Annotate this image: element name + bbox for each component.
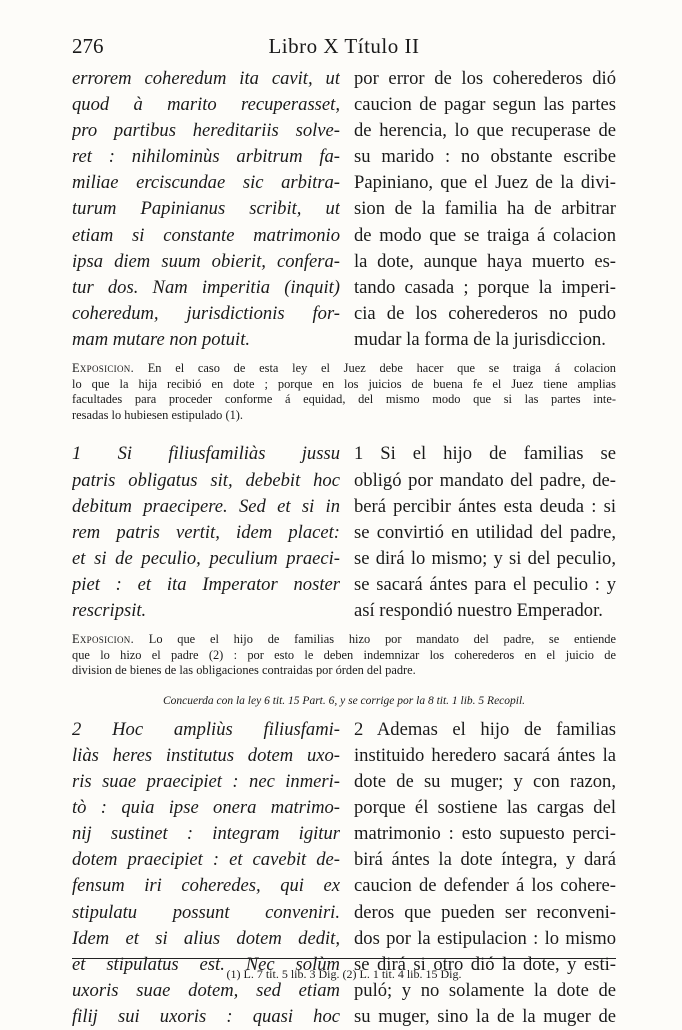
- spanish-line: puló; y no solamente la dote de: [354, 979, 616, 1001]
- latin-line: tur dos. Nam imperitia (inquit): [72, 276, 340, 298]
- section-0: [72, 66, 616, 353]
- spanish-column: [354, 66, 616, 353]
- latin-line: turum Papinianus scribit, ut: [72, 198, 340, 220]
- latin-line: et stipulatus est. Nec solùm: [72, 953, 340, 975]
- exposicion-line: facultades para proceder conforme á equidad, del mismo modo que si las partes inte-: [72, 392, 616, 407]
- latin-line: ipsa diem suum obierit, confera-: [72, 250, 340, 272]
- spanish-line: dote de su muger; y con razon,: [354, 771, 616, 793]
- exposicion-text: Lo que el hijo de familias hizo por mandato del padre, se entiende: [148, 632, 616, 647]
- spanish-line: de modo que se traiga á colacion: [354, 224, 616, 246]
- spanish-line: deros que pueden ser reconveni-: [354, 901, 616, 923]
- spanish-line: su marido : no obstante escribe: [354, 146, 616, 168]
- latin-line: liàs heres institutus dotem uxo-: [72, 744, 340, 766]
- spanish-line: porque él sostiene las cargas del: [354, 797, 616, 819]
- section-2: [72, 717, 616, 1030]
- latin-line: patris obligatus sit, debebit hoc: [72, 469, 340, 491]
- exposicion-note: [72, 361, 616, 423]
- latin-line: uxoris suae dotem, sed etiam: [72, 979, 340, 1001]
- latin-column: [72, 717, 340, 1030]
- spanish-line: se sacará ántes para el peculio : y: [354, 573, 616, 595]
- spanish-line: matrimonio : esto supuesto perci-: [354, 823, 616, 845]
- latin-line: mam mutare non potuit.: [72, 328, 251, 350]
- latin-line: stipulatu possunt conveniri.: [72, 901, 340, 923]
- exposicion-line: lo que la hija recibió en dote ; porque en los juicios de buena fe el Juez tiene amplias: [72, 376, 616, 391]
- spanish-line: obligó por mandato del padre, de-: [354, 469, 616, 491]
- spanish-line: así respondió nuestro Emperador.: [354, 599, 603, 621]
- spanish-line: se dirá lo mismo; y si del peculio,: [354, 547, 616, 569]
- latin-line: fensum iri coheredes, qui ex: [72, 875, 340, 897]
- footnote-divider: [72, 958, 616, 959]
- spanish-column: [354, 441, 616, 624]
- spanish-line: instituido heredero sacará ántes la: [354, 744, 616, 766]
- latin-line: ret : nihilominùs arbitrum fa-: [72, 146, 340, 168]
- latin-line: Idem et si alius dotem dedit,: [72, 927, 340, 949]
- latin-line: coheredum, jurisdictionis for-: [72, 302, 340, 324]
- page: [72, 34, 616, 1030]
- section-1: [72, 441, 616, 624]
- latin-line: rem patris vertit, idem placet:: [72, 521, 340, 543]
- exposicion-line: [72, 632, 616, 648]
- spanish-line: caucion de pagar segun las partes: [354, 94, 616, 116]
- spanish-line: se convirtió en utilidad del padre,: [354, 521, 616, 543]
- spanish-line: sion de la familia ha de arbitrar: [354, 198, 616, 220]
- spanish-line: mudar la forma de la jurisdiccion.: [354, 328, 606, 350]
- spanish-line: 2 Ademas el hijo de familias: [354, 718, 616, 740]
- latin-line: tò : quia ipse onera matrimo-: [72, 797, 340, 819]
- spanish-line: la dote, aunque haya muerto es-: [354, 250, 616, 272]
- page-header: [72, 34, 616, 66]
- spanish-line: caucion de defender á los cohere-: [354, 875, 616, 897]
- latin-line: et si de peculio, peculium praeci-: [72, 547, 340, 569]
- exposicion-label: Exposicion.: [72, 632, 134, 647]
- spanish-line: su muger, sino la de la muger de: [354, 1005, 616, 1027]
- latin-line: nij sustinet : integram igitur: [72, 823, 340, 845]
- latin-line: 2 Hoc ampliùs filiusfami-: [72, 718, 340, 740]
- latin-column: [72, 66, 340, 353]
- latin-line: piet : et ita Imperator noster: [72, 573, 340, 595]
- spanish-line: de herencia, lo que recuperase de: [354, 120, 616, 142]
- spanish-line: por error de los coherederos dió: [354, 68, 616, 89]
- latin-line: quod à marito recuperasset,: [72, 94, 340, 116]
- exposicion-note: [72, 632, 616, 679]
- latin-line: ris suae praecipiet : nec inmeri-: [72, 771, 340, 793]
- exposicion-line: division de bienes de las obligaciones contraidas por órden del padre.: [72, 663, 416, 678]
- latin-line: filij sui uxoris : quasi hoc: [72, 1005, 340, 1027]
- spanish-line: cia de los coherederos no pudo: [354, 302, 616, 324]
- latin-line: miliae erciscundae sic arbitra-: [72, 172, 340, 194]
- running-title: Libro X Título II: [268, 34, 420, 58]
- spanish-line: 1 Si el hijo de familias se: [354, 443, 616, 465]
- page-number: 276: [72, 34, 104, 58]
- latin-line: rescripsit.: [72, 599, 147, 621]
- latin-column: [72, 441, 340, 624]
- spanish-line: tando casada ; porque la imperi-: [354, 276, 616, 298]
- latin-line: 1 Si filiusfamiliàs jussu: [72, 443, 340, 465]
- exposicion-line: resadas lo hubiesen estipulado (1).: [72, 407, 244, 422]
- spanish-line: dos por la estipulacion : lo mismo: [354, 927, 616, 949]
- latin-line: dotem praecipiet : et cavebit de-: [72, 849, 340, 871]
- spanish-line: birá ántes la dote íntegra, y dará: [354, 849, 616, 871]
- spanish-line: se dirá si otro dió la dote, y esti-: [354, 953, 616, 975]
- latin-line: debitum praecipere. Sed et si in: [72, 495, 340, 517]
- footnotes: (1) L. 7 tit. 5 lib. 3 Dig. (2) L. 1 tit. 4 lib. 15 Dig.: [226, 967, 462, 981]
- latin-line: errorem coheredum ita cavit, ut: [72, 68, 340, 89]
- exposicion-label: Exposicion.: [72, 361, 134, 376]
- exposicion-line: que lo hizo el padre (2) : por esto le deben indemnizar los coherederos en el juicio de: [72, 647, 616, 662]
- spanish-column: [354, 717, 616, 1030]
- spanish-line: Papiniano, que el Juez de la divi-: [354, 172, 616, 194]
- latin-line: pro partibus hereditariis solve-: [72, 120, 340, 142]
- spanish-line: berá percibir ántes esta deuda : si: [354, 495, 616, 517]
- exposicion-text: En el caso de esta ley el Juez debe hacer que se traiga á colacion: [147, 361, 616, 376]
- concordance-note: Concuerda con la ley 6 tit. 15 Part. 6, y se corrige por la 8 tit. 1 lib. 5 Recopil.: [162, 694, 526, 707]
- exposicion-line: [72, 361, 616, 377]
- latin-line: etiam si constante matrimonio: [72, 224, 340, 246]
